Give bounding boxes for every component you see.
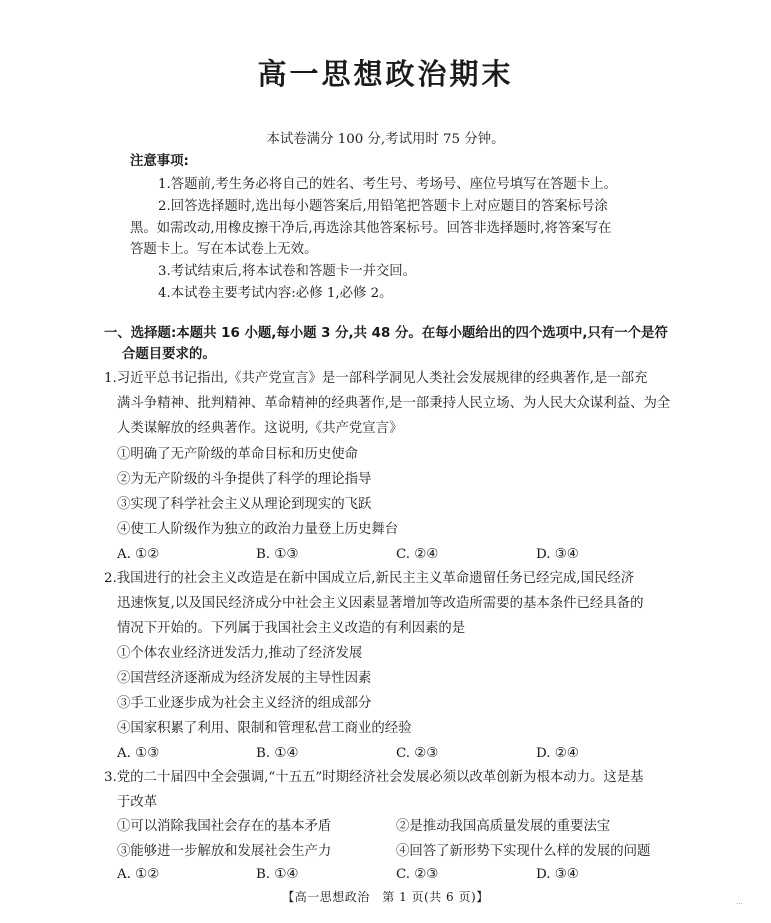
question-1-item: ④使工人阶级作为独立的政治力量登上历史舞台 <box>117 522 399 537</box>
question-3-choice-b: B. ①④ <box>256 867 299 882</box>
notice-item: 3.考试结束后,将本试卷和答题卡一并交回。 <box>158 264 417 279</box>
question-1-choice-b: B. ①③ <box>256 547 299 562</box>
question-1-choice-a: A. ①② <box>117 547 160 562</box>
question-1-item: ③实现了科学社会主义从理论到现实的飞跃 <box>117 497 372 512</box>
page-footer: 【高一思想政治 第 1 页(共 6 页)】 <box>282 890 489 904</box>
notice-item: 1.答题前,考生务必将自己的姓名、考生号、考场号、座位号填写在答题卡上。 <box>158 177 617 192</box>
question-3-item: ①可以消除我国社会存在的基本矛盾 <box>117 819 332 834</box>
question-1-stem: 人类谋解放的经典著作。这说明,《共产党宣言》 <box>117 421 403 436</box>
section-heading-cont: 合题目要求的。 <box>122 347 216 362</box>
exam-info: 本试卷满分 100 分,考试用时 75 分钟。 <box>266 132 505 147</box>
question-2-item: ①个体农业经济迸发活力,推动了经济发展 <box>117 646 363 661</box>
question-2-choice-c: C. ②③ <box>396 746 439 761</box>
question-1-item: ②为无产阶级的斗争提供了科学的理论指导 <box>117 472 372 487</box>
section-heading: 一、选择题:本题共 16 小题,每小题 3 分,共 48 分。在每小题给出的四个选项中,只有一个是符 <box>104 326 668 341</box>
question-1-stem: 满斗争精神、批判精神、革命精神的经典著作,是一部秉持人民立场、为人民大众谋利益、为全 <box>117 396 671 411</box>
question-1-stem: 1.习近平总书记指出,《共产党宣言》是一部科学洞见人类社会发展规律的经典著作,是一部充 <box>104 371 648 386</box>
question-3-choice-d: D. ③④ <box>536 867 579 882</box>
question-3-stem: 于改革 <box>117 795 158 810</box>
question-2-choice-a: A. ①③ <box>117 746 160 761</box>
question-3-item: ④回答了新形势下实现什么样的发展的问题 <box>396 844 651 859</box>
question-1-choice-d: D. ③④ <box>536 547 579 562</box>
corner-mark: ... <box>736 898 743 906</box>
notice-item: 4.本试卷主要考试内容:必修 1,必修 2。 <box>158 286 393 301</box>
question-2-stem: 迅速恢复,以及国民经济成分中社会主义因素显著增加等改造所需要的基本条件已经具备的 <box>117 596 644 611</box>
question-2-stem: 2.我国进行的社会主义改造是在新中国成立后,新民主主义革命遗留任务已经完成,国民经济 <box>104 571 635 586</box>
page-title: 高一思想政治期末 <box>257 57 514 91</box>
question-2-item: ④国家积累了利用、限制和管理私营工商业的经验 <box>117 721 412 736</box>
notice-item: 答题卡上。写在本试卷上无效。 <box>130 242 318 257</box>
question-3-item: ③能够进一步解放和发展社会生产力 <box>117 844 332 859</box>
question-2-stem: 情况下开始的。下列属于我国社会主义改造的有利因素的是 <box>117 621 466 636</box>
question-2-item: ②国营经济逐渐成为经济发展的主导性因素 <box>117 671 372 686</box>
question-2-choice-d: D. ②④ <box>536 746 579 761</box>
question-1-choice-c: C. ②④ <box>396 547 439 562</box>
question-1-item: ①明确了无产阶级的革命目标和历史使命 <box>117 447 359 462</box>
question-3-item: ②是推动我国高质量发展的重要法宝 <box>396 819 611 834</box>
notice-item: 黑。如需改动,用橡皮擦干净后,再选涂其他答案标号。回答非选择题时,将答案写在 <box>130 221 612 236</box>
question-2-choice-b: B. ①④ <box>256 746 299 761</box>
question-3-choice-a: A. ①② <box>117 867 160 882</box>
notice-item: 2.回答选择题时,选出每小题答案后,用铅笔把答题卡上对应题目的答案标号涂 <box>158 199 608 214</box>
question-2-item: ③手工业逐步成为社会主义经济的组成部分 <box>117 696 372 711</box>
question-3-stem: 3.党的二十届四中全会强调,“十五五”时期经济社会发展必须以改革创新为根本动力。这是基 <box>104 770 644 785</box>
notice-heading: 注意事项: <box>130 154 189 169</box>
question-3-choice-c: C. ②③ <box>396 867 439 882</box>
